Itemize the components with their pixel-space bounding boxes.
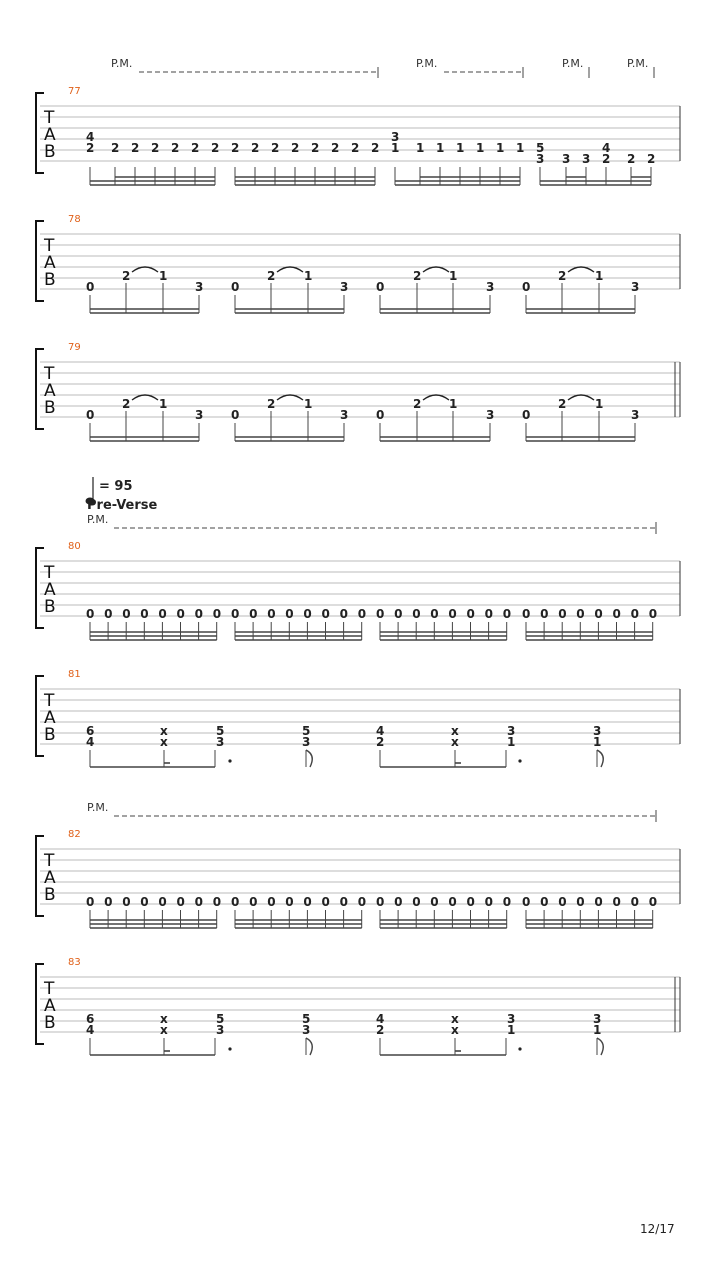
- fret-number: 5: [216, 724, 225, 738]
- measure-number: 83: [68, 957, 81, 968]
- tab-clef-b: B: [44, 885, 56, 905]
- tab-clef-a: A: [44, 996, 56, 1016]
- palm-mute-label: P.M.: [562, 57, 584, 70]
- fret-number: 1: [159, 397, 168, 411]
- fret-number: 0: [448, 607, 457, 621]
- tab-clef-t: T: [44, 691, 55, 711]
- fret-number: 0: [86, 280, 95, 294]
- note-stems: [90, 910, 653, 928]
- fret-number: 0: [303, 607, 312, 621]
- fret-number: 0: [212, 607, 222, 621]
- fret-number: 2: [271, 141, 280, 155]
- tab-clef-b: B: [44, 398, 56, 418]
- note-stems: [90, 1038, 597, 1055]
- fret-number: 0: [339, 895, 348, 909]
- tab-clef-t: T: [44, 364, 55, 384]
- measure-number: 78: [68, 214, 81, 225]
- fret-number: 0: [231, 607, 240, 621]
- system-83: [36, 957, 680, 1055]
- fret-number: 2: [122, 397, 131, 411]
- fret-number: 0: [212, 895, 222, 909]
- tab-clef-a: A: [44, 125, 56, 145]
- measure-number: 82: [68, 829, 81, 840]
- fret-number: 0: [612, 895, 621, 909]
- fret-number: 3: [302, 1023, 311, 1037]
- fret-number: 0: [267, 607, 276, 621]
- dead-note: x: [160, 735, 168, 749]
- fret-number: 2: [413, 397, 422, 411]
- fret-number: 0: [484, 895, 493, 909]
- fret-number: 0: [648, 607, 658, 621]
- system-81: [36, 669, 680, 767]
- fret-number: 1: [507, 735, 516, 749]
- fret-number: 5: [536, 141, 545, 155]
- fret-number: 0: [430, 895, 439, 909]
- fret-number: 0: [540, 895, 549, 909]
- fret-number: 0: [648, 895, 658, 909]
- fret-number: 4: [376, 724, 385, 738]
- note-flag: [306, 1038, 312, 1055]
- fret-number: 3: [195, 280, 204, 294]
- fret-number: 0: [321, 607, 330, 621]
- fret-number: 2: [231, 141, 240, 155]
- dot: [518, 1047, 521, 1050]
- fret-number: 2: [311, 141, 320, 155]
- fret-number: 2: [627, 152, 636, 166]
- fret-number: 5: [302, 724, 311, 738]
- fret-number: 1: [507, 1023, 516, 1037]
- fret-number: 0: [231, 408, 240, 422]
- measure-number: 80: [68, 541, 81, 552]
- dot: [228, 759, 231, 762]
- fret-number: 3: [340, 280, 349, 294]
- measure-number: 77: [68, 86, 81, 97]
- fret-number: 2: [602, 152, 611, 166]
- fret-number: 2: [211, 141, 220, 155]
- fret-number: 0: [630, 895, 639, 909]
- fret-number: 0: [630, 607, 639, 621]
- fret-number: 1: [159, 269, 168, 283]
- fret-number: 0: [376, 895, 385, 909]
- fret-number: 3: [507, 1012, 516, 1026]
- fret-number: 0: [522, 895, 531, 909]
- fret-number: 2: [251, 141, 260, 155]
- fret-number: 0: [140, 607, 149, 621]
- staff-lines: [40, 977, 680, 1032]
- measure-number: 81: [68, 669, 81, 680]
- tab-clef-a: A: [44, 708, 56, 728]
- dead-note: x: [451, 1012, 459, 1026]
- fret-number: 2: [131, 141, 140, 155]
- note-beams: [90, 1051, 506, 1055]
- dead-note: x: [451, 735, 459, 749]
- dot: [228, 1047, 231, 1050]
- fret-number: 2: [376, 1023, 385, 1037]
- palm-mute-label: P.M.: [416, 57, 438, 70]
- fret-number: 0: [412, 895, 421, 909]
- palm-mute-label: P.M.: [87, 801, 109, 814]
- tab-clef-t: T: [44, 563, 55, 583]
- fret-number: 2: [558, 397, 567, 411]
- dead-note: x: [160, 1023, 168, 1037]
- fret-number: 3: [631, 408, 640, 422]
- fret-number: 0: [357, 607, 367, 621]
- fret-number: 0: [540, 607, 549, 621]
- fret-number: 2: [647, 152, 656, 166]
- fret-number: 0: [158, 895, 167, 909]
- fret-number: 1: [496, 141, 505, 155]
- fret-number: 2: [267, 397, 276, 411]
- fret-number: 0: [502, 607, 512, 621]
- fret-number: 5: [302, 1012, 311, 1026]
- fret-number: 2: [413, 269, 422, 283]
- fret-number: 0: [303, 895, 312, 909]
- tab-clef-a: A: [44, 381, 56, 401]
- fret-number: 2: [558, 269, 567, 283]
- fret-number: 0: [594, 895, 603, 909]
- palm-mute-label: P.M.: [111, 57, 133, 70]
- fret-number: 2: [86, 141, 95, 155]
- note-stems: [90, 167, 651, 185]
- fret-number: 0: [376, 607, 385, 621]
- fret-number: 0: [321, 895, 330, 909]
- fret-number: 2: [151, 141, 160, 155]
- note-beams: [90, 437, 635, 441]
- system-78: [36, 214, 680, 313]
- palm-mute-label: P.M.: [627, 57, 649, 70]
- fret-number: 0: [104, 895, 113, 909]
- fret-number: 0: [86, 895, 95, 909]
- staff-lines: [40, 689, 680, 744]
- tempo-value: = 95: [99, 479, 133, 494]
- fret-number: 4: [86, 1023, 95, 1037]
- fret-number: 0: [430, 607, 439, 621]
- fret-number: 1: [595, 269, 604, 283]
- fret-number: 0: [394, 607, 403, 621]
- fret-number: 2: [376, 735, 385, 749]
- fret-number: 0: [285, 895, 294, 909]
- fret-number: 0: [86, 408, 95, 422]
- fret-number: 2: [351, 141, 360, 155]
- fret-number: 5: [216, 1012, 225, 1026]
- fret-number: 1: [436, 141, 445, 155]
- fret-number: 0: [176, 607, 185, 621]
- note-flag: [597, 1038, 603, 1055]
- fret-number: 3: [486, 408, 495, 422]
- fret-number: 0: [466, 607, 475, 621]
- tab-clef-a: A: [44, 580, 56, 600]
- fret-number: 0: [231, 895, 240, 909]
- fret-number: 2: [371, 141, 380, 155]
- fret-number: 4: [376, 1012, 385, 1026]
- fret-number: 3: [302, 735, 311, 749]
- fret-number-run: [86, 607, 657, 621]
- fret-number: 1: [391, 141, 400, 155]
- fret-number: 0: [357, 895, 367, 909]
- fret-number: 3: [536, 152, 545, 166]
- dead-note: x: [160, 1012, 168, 1026]
- fret-number: 0: [140, 895, 149, 909]
- fret-number: 0: [558, 607, 567, 621]
- fret-number: 0: [194, 895, 203, 909]
- fret-number: 1: [449, 397, 458, 411]
- fret-number: 1: [304, 397, 313, 411]
- dead-note: x: [451, 724, 459, 738]
- fret-number: 4: [86, 735, 95, 749]
- fret-number: 0: [267, 895, 276, 909]
- tab-clef-a: A: [44, 868, 56, 888]
- fret-number: 0: [576, 607, 585, 621]
- fret-number: 0: [558, 895, 567, 909]
- dead-note: x: [160, 724, 168, 738]
- fret-number: 0: [339, 607, 348, 621]
- tab-clef-t: T: [44, 108, 55, 128]
- fret-number: 1: [449, 269, 458, 283]
- fret-number: 3: [593, 1012, 602, 1026]
- system-77: [36, 57, 680, 185]
- fret-number: 2: [122, 269, 131, 283]
- fret-number: 1: [476, 141, 485, 155]
- fret-number: 0: [249, 607, 258, 621]
- fret-number: 1: [516, 141, 525, 155]
- fret-number: 0: [376, 408, 385, 422]
- note-stems: [90, 622, 653, 640]
- page-number: 12/17: [640, 1222, 675, 1236]
- fret-number: 0: [86, 607, 95, 621]
- fret-number: 3: [631, 280, 640, 294]
- fret-number: 0: [394, 895, 403, 909]
- tab-clef-b: B: [44, 597, 56, 617]
- tab-clef-b: B: [44, 1013, 56, 1033]
- fret-number: 6: [86, 724, 95, 738]
- fret-number: 3: [340, 408, 349, 422]
- fret-number: 0: [249, 895, 258, 909]
- fret-number: 1: [593, 735, 602, 749]
- fret-number: 0: [484, 607, 493, 621]
- tab-clef-b: B: [44, 270, 56, 290]
- tab-clef-a: A: [44, 253, 56, 273]
- fret-number: 3: [391, 130, 400, 144]
- fret-number: 3: [562, 152, 571, 166]
- fret-number: 1: [416, 141, 425, 155]
- fret-number: 0: [522, 280, 531, 294]
- fret-number: 4: [86, 130, 95, 144]
- slur-arcs: [132, 395, 594, 400]
- fret-number: 2: [171, 141, 180, 155]
- fret-number: 3: [507, 724, 516, 738]
- dot: [518, 759, 521, 762]
- fret-number: 0: [522, 607, 531, 621]
- dead-note: x: [451, 1023, 459, 1037]
- fret-number: 3: [216, 735, 225, 749]
- system-79: [36, 342, 680, 441]
- staff-lines: [40, 362, 680, 417]
- fret-number: 1: [304, 269, 313, 283]
- fret-number: 0: [502, 895, 512, 909]
- fret-number: 3: [216, 1023, 225, 1037]
- note-flag: [306, 750, 312, 767]
- fret-number: 1: [593, 1023, 602, 1037]
- fret-number: 3: [195, 408, 204, 422]
- fret-number: 3: [582, 152, 591, 166]
- fret-number: 6: [86, 1012, 95, 1026]
- staff-lines: [40, 234, 680, 289]
- note-stems: [90, 750, 597, 767]
- fret-number: 2: [331, 141, 340, 155]
- fret-number: 2: [267, 269, 276, 283]
- system-80: [36, 513, 680, 640]
- fret-number: 0: [448, 895, 457, 909]
- note-flag: [597, 750, 603, 767]
- fret-number: 0: [122, 607, 131, 621]
- fret-number: 2: [291, 141, 300, 155]
- fret-number: 2: [111, 141, 120, 155]
- tab-clef-b: B: [44, 725, 56, 745]
- fret-number: 0: [412, 607, 421, 621]
- fret-number: 1: [595, 397, 604, 411]
- fret-number: 3: [593, 724, 602, 738]
- fret-number: 0: [231, 280, 240, 294]
- tab-clef-t: T: [44, 236, 55, 256]
- fret-number: 0: [194, 607, 203, 621]
- fret-number: 2: [191, 141, 200, 155]
- fret-number: 0: [612, 607, 621, 621]
- system-82: [36, 801, 680, 928]
- tab-clef-b: B: [44, 142, 56, 162]
- tab-clef-t: T: [44, 979, 55, 999]
- measure-number: 79: [68, 342, 81, 353]
- slur-arcs: [132, 267, 594, 272]
- fret-number: 0: [158, 607, 167, 621]
- fret-number: 0: [522, 408, 531, 422]
- fret-number: 0: [576, 895, 585, 909]
- note-beams: [90, 309, 635, 313]
- palm-mute-label: P.M.: [87, 513, 109, 526]
- fret-number: 3: [486, 280, 495, 294]
- fret-number: 0: [122, 895, 131, 909]
- fret-number: 0: [176, 895, 185, 909]
- fret-number: 0: [376, 280, 385, 294]
- fret-number: 0: [594, 607, 603, 621]
- fret-number: 0: [285, 607, 294, 621]
- tab-clef-t: T: [44, 851, 55, 871]
- note-beams: [90, 763, 506, 767]
- note-beams: [90, 177, 651, 185]
- fret-number: 4: [602, 141, 611, 155]
- fret-number-run: [86, 895, 657, 909]
- section-label: Pre-Verse: [87, 498, 158, 513]
- fret-number: 1: [456, 141, 465, 155]
- fret-number: 0: [104, 607, 113, 621]
- fret-number: 0: [466, 895, 475, 909]
